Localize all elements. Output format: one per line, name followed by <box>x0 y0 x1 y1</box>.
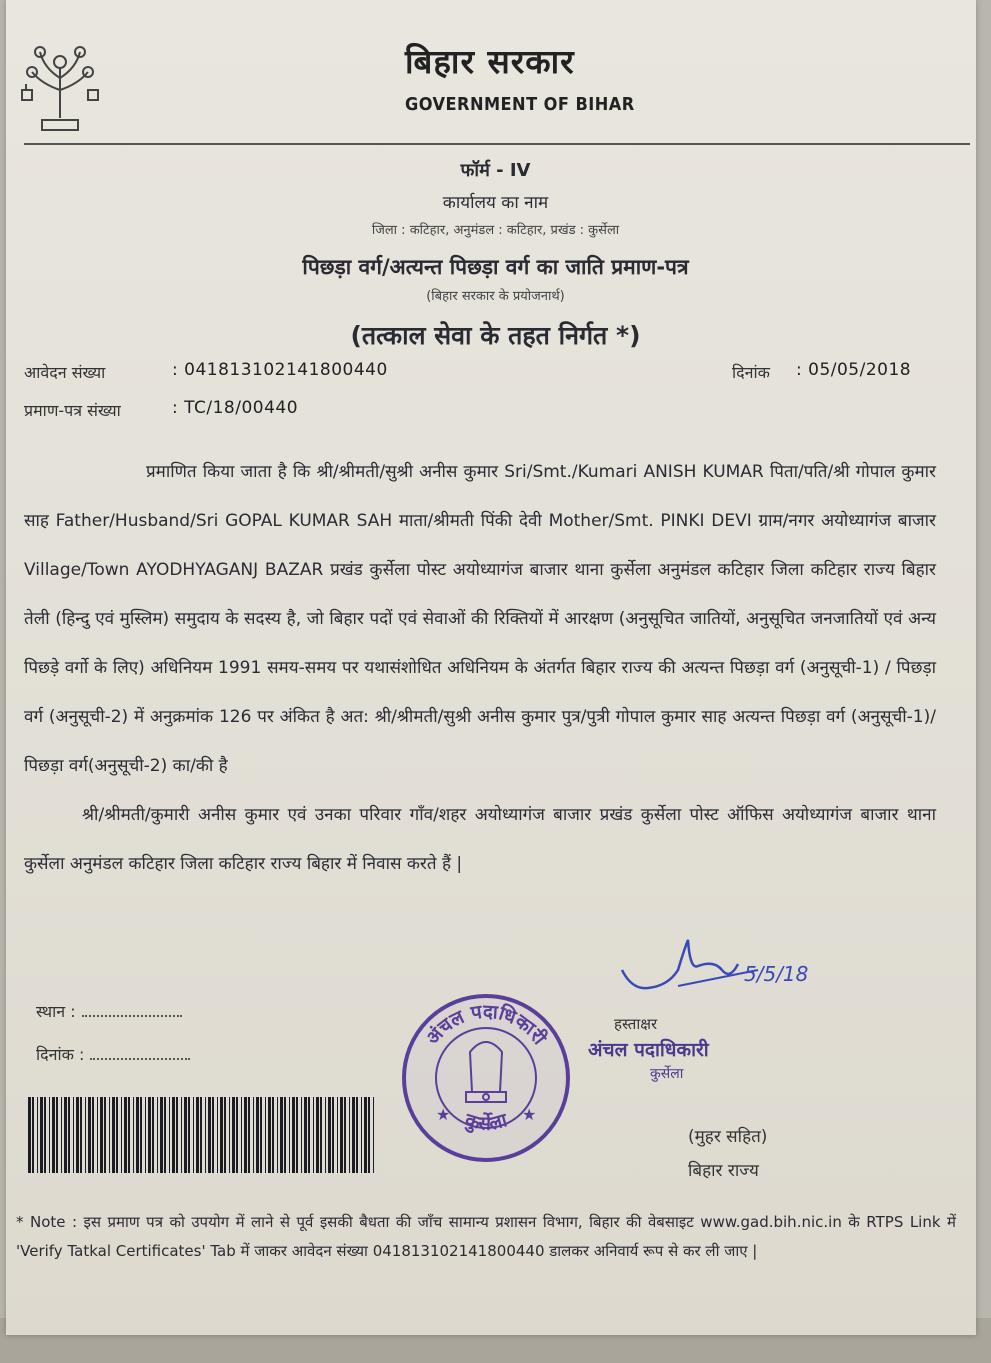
tatkal-note: (तत्काल सेवा के तहत निर्गत *) <box>350 321 641 350</box>
officer-title: अंचल पदाधिकारी <box>588 1039 709 1061</box>
svg-text:कुर्सेला <box>461 1109 510 1136</box>
date-label: दिनांक <box>732 363 770 382</box>
place-blank <box>82 1001 182 1017</box>
office-name: कार्यालय का नाम <box>442 193 549 213</box>
place-label: स्थान : <box>36 1002 76 1021</box>
stamp-note: (मुहर सहित) <box>688 1127 768 1147</box>
seal-top-text: अंचल पदाधिकारी <box>421 1000 551 1049</box>
officer-place: कुर्सेला <box>650 1066 684 1082</box>
certificate-purpose: (बिहार सरकार के प्रयोजनार्थ) <box>426 289 565 304</box>
body-paragraph-2: श्री/श्रीमती/कुमारी अनीस कुमार एवं उनका परिवार गाँव/शहर अयोध्यागंज बाजार प्रखंड कुर्सेला पोस्ट ऑफिस अयोध्यागंज बाजार थाना कुर्सेला अनुमंडल कटिहार जिला कटिहार राज्य बिहार में निवास करते हैं | <box>24 805 936 874</box>
signature-label: हस्ताक्षर <box>614 1015 658 1033</box>
svg-text:★: ★ <box>436 1105 451 1124</box>
application-number-label: आवेदन संख्या <box>24 363 106 382</box>
application-number-value: : 041813102141800440 <box>172 360 388 380</box>
barcode <box>28 1097 374 1173</box>
body-paragraph-1: प्रमाणित किया जाता है कि श्री/श्रीमती/सुश्री अनीस कुमार Sri/Smt./Kumari ANISH KUMAR पिता/पति/श्री गोपाल कुमार साह Father/Husband/Sri GOPAL KUMAR SAH माता/श्रीमती पिंकी देवी Mother/Smt. PINKI DEVI ग्राम/नगर अयोध्यागंज बाजार Village/Town AYODHYAGANJ BAZAR प्रखंड कुर्सेला पोस्ट अयोध्यागंज बाजार थाना कुर्सेला अनुमंडल कटिहार जिला कटिहार राज्य बिहार तेली (हिन्दु एवं मुस्लिम) समुदाय के सदस्य है, जो बिहार पदों एवं सेवाओं की रिक्तियों में आरक्षण (अनुसूचित जातियों, अनुसूचित जनजातियों एवं अन्य पिछड़े वर्गो के लिए) अधिनियम 1991 समय-समय पर यथासंशोधित अधिनियम के अंतर्गत बिहार राज्य की अत्यन्त पिछड़ा वर्ग (अनुसूची-1) / पिछड़ा वर्ग (अनुसूची-2) में अनुक्रमांक 126 पर अंकित है अत: श्री/श्रीमती/सुश्री अनीस कुमार पुत्र/पुत्री गोपाल कुमार साह अत्यन्त पिछड़ा वर्ग (अनुसूची-1)/पिछड़ा वर्ग(अनुसूची-2) का/की है <box>24 462 936 776</box>
bihar-emblem-icon <box>14 38 106 138</box>
handwritten-date: 5/5/18 <box>744 962 809 986</box>
seal-bottom-text: कुर्सेला <box>462 1109 510 1136</box>
footer-date-label: दिनांक : <box>36 1045 85 1064</box>
header-divider <box>24 143 970 145</box>
certificate-number-label: प्रमाण-पत्र संख्या <box>24 401 121 420</box>
date-field <box>36 1043 190 1065</box>
certificate-body <box>24 448 936 889</box>
header-subtitle: GOVERNMENT OF BIHAR <box>405 94 635 115</box>
state-label: बिहार राज्य <box>688 1161 759 1181</box>
official-seal <box>400 992 572 1164</box>
date-blank <box>90 1044 190 1060</box>
certificate-number-value: : TC/18/00440 <box>172 398 299 418</box>
header-title: बिहार सरकार <box>405 42 575 81</box>
district-line: जिला : कटिहार, अनुमंडल : कटिहार, प्रखंड : कुर्सेला <box>371 223 620 238</box>
certificate-title: पिछड़ा वर्ग/अत्यन्त पिछड़ा वर्ग का जाति प्रमाण-पत्र <box>302 255 689 279</box>
verification-note: * Note : इस प्रमाण पत्र को उपयोग में लाने से पूर्व इसकी बैधता की जाँच सामान्य प्रशासन विभाग, बिहार की वेबसाइट www.gad.bih.nic.in के RTPS Link में 'Verify Tatkal Certificates' Tab में जाकर आवेदन संख्या 041813102141800440 डालकर अनिवार्य रूप से कर ली जाए | <box>16 1213 956 1260</box>
date-value: : 05/05/2018 <box>796 360 912 380</box>
place-field <box>36 1000 182 1022</box>
form-number: फॉर्म - IV <box>460 160 531 181</box>
svg-text:★: ★ <box>522 1105 537 1124</box>
